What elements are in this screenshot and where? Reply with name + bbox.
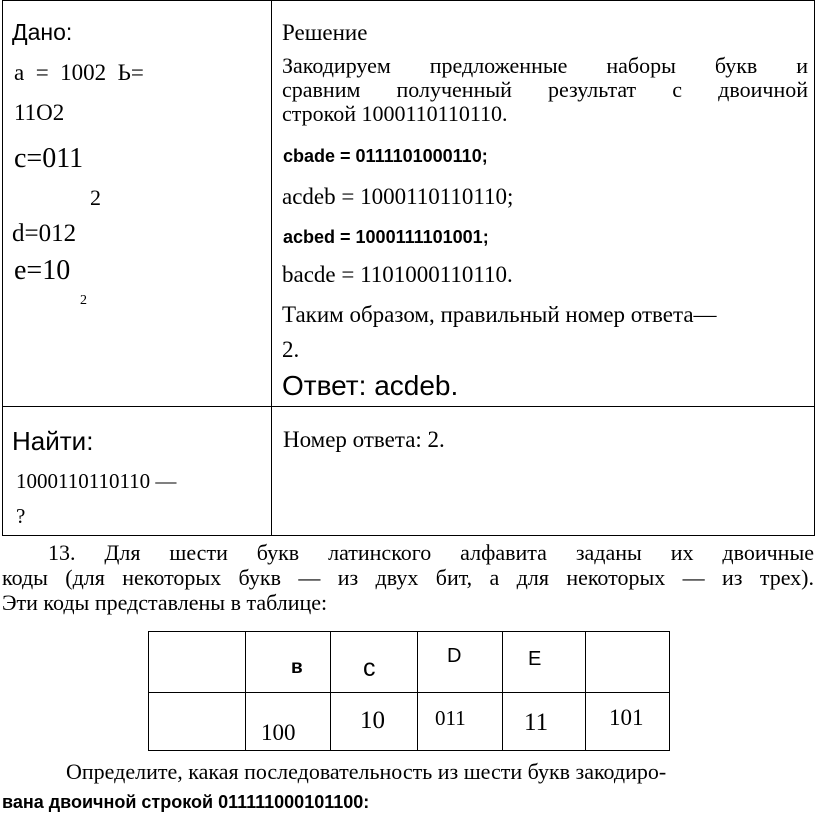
given-d-line: d=012 [12,220,77,247]
solution-intro [282,54,808,126]
letter-b: в [291,657,303,678]
code-c: 10 [360,707,385,734]
code-f: 101 [609,705,644,730]
given-a-line: a = 1002 Ь= [14,60,144,85]
codes-value-row [149,693,670,751]
given-c-line: c=011 [14,143,84,174]
column-divider [271,0,272,536]
codes-header-cell [503,632,586,693]
codes-value-cell [149,693,246,751]
codes-header-row [149,632,670,693]
footer-line1: Определите, какая последовательность из шести букв закодиро- [66,759,667,784]
problem13-text [2,540,814,615]
given-c-subscript: 2 [90,185,101,210]
codes-header-cell [331,632,418,693]
given-e-line: e=10 [14,255,71,286]
letter-d: D [447,645,462,667]
option-cbade: cbade = 0111101000110; [283,146,488,166]
solution-answer: Ответ: acdeb. [282,370,459,401]
code-e: 11 [524,709,549,736]
codes-value-cell [246,693,331,751]
solution-intro-line: Закодируем предложенные наборы букв и [282,53,808,78]
option-bacde: bacde = 1101000110110. [282,262,513,287]
letter-c: с [363,654,376,682]
footer-line2: вана двоичной строкой 011111000101100: [2,792,370,812]
problem13-line: 13. Для шести букв латинского алфавита заданы их двоичные [48,540,814,565]
codes-value-cell [503,693,586,751]
codes-header-cell [418,632,503,693]
solution-conclusion-line: Таким образом, правильный номер ответа— [282,302,717,327]
letter-e: E [528,648,542,670]
codes-header-cell [149,632,246,693]
find-title: Найти: [12,426,94,456]
codes-value-cell [418,693,503,751]
solution-intro-line: сравним полученный результат с двоичной [282,77,808,102]
solution-title: Решение [282,20,368,45]
option-acbed: acbed = 1000111101001; [283,227,489,247]
solution-intro-line: строкой 1000110110110. [282,101,508,126]
problem13-line: коды (для некоторых букв — из двух бит, а для некоторых — из трех). [2,565,814,590]
find-line2: ? [16,504,26,528]
code-b: 100 [261,720,296,745]
row-divider [2,406,815,407]
codes-header-cell [246,632,331,693]
codes-header-cell [586,632,670,693]
codes-value-cell [586,693,670,751]
find-line1: 1000110110110 — [16,469,177,493]
given-e-subscript: 2 [80,293,87,308]
problem13-line: Эти коды представлены в таблице: [2,590,328,615]
codes-value-cell [331,693,418,751]
code-d: 011 [435,706,466,730]
codes-table [148,631,670,751]
option-acdeb: acdeb = 1000110110110; [282,184,514,209]
solution-conclusion-line: 2. [282,337,300,362]
given-title: Дано: [12,19,73,45]
result-text: Номер ответа: 2. [283,427,445,452]
given-b-value: 11O2 [14,100,65,125]
